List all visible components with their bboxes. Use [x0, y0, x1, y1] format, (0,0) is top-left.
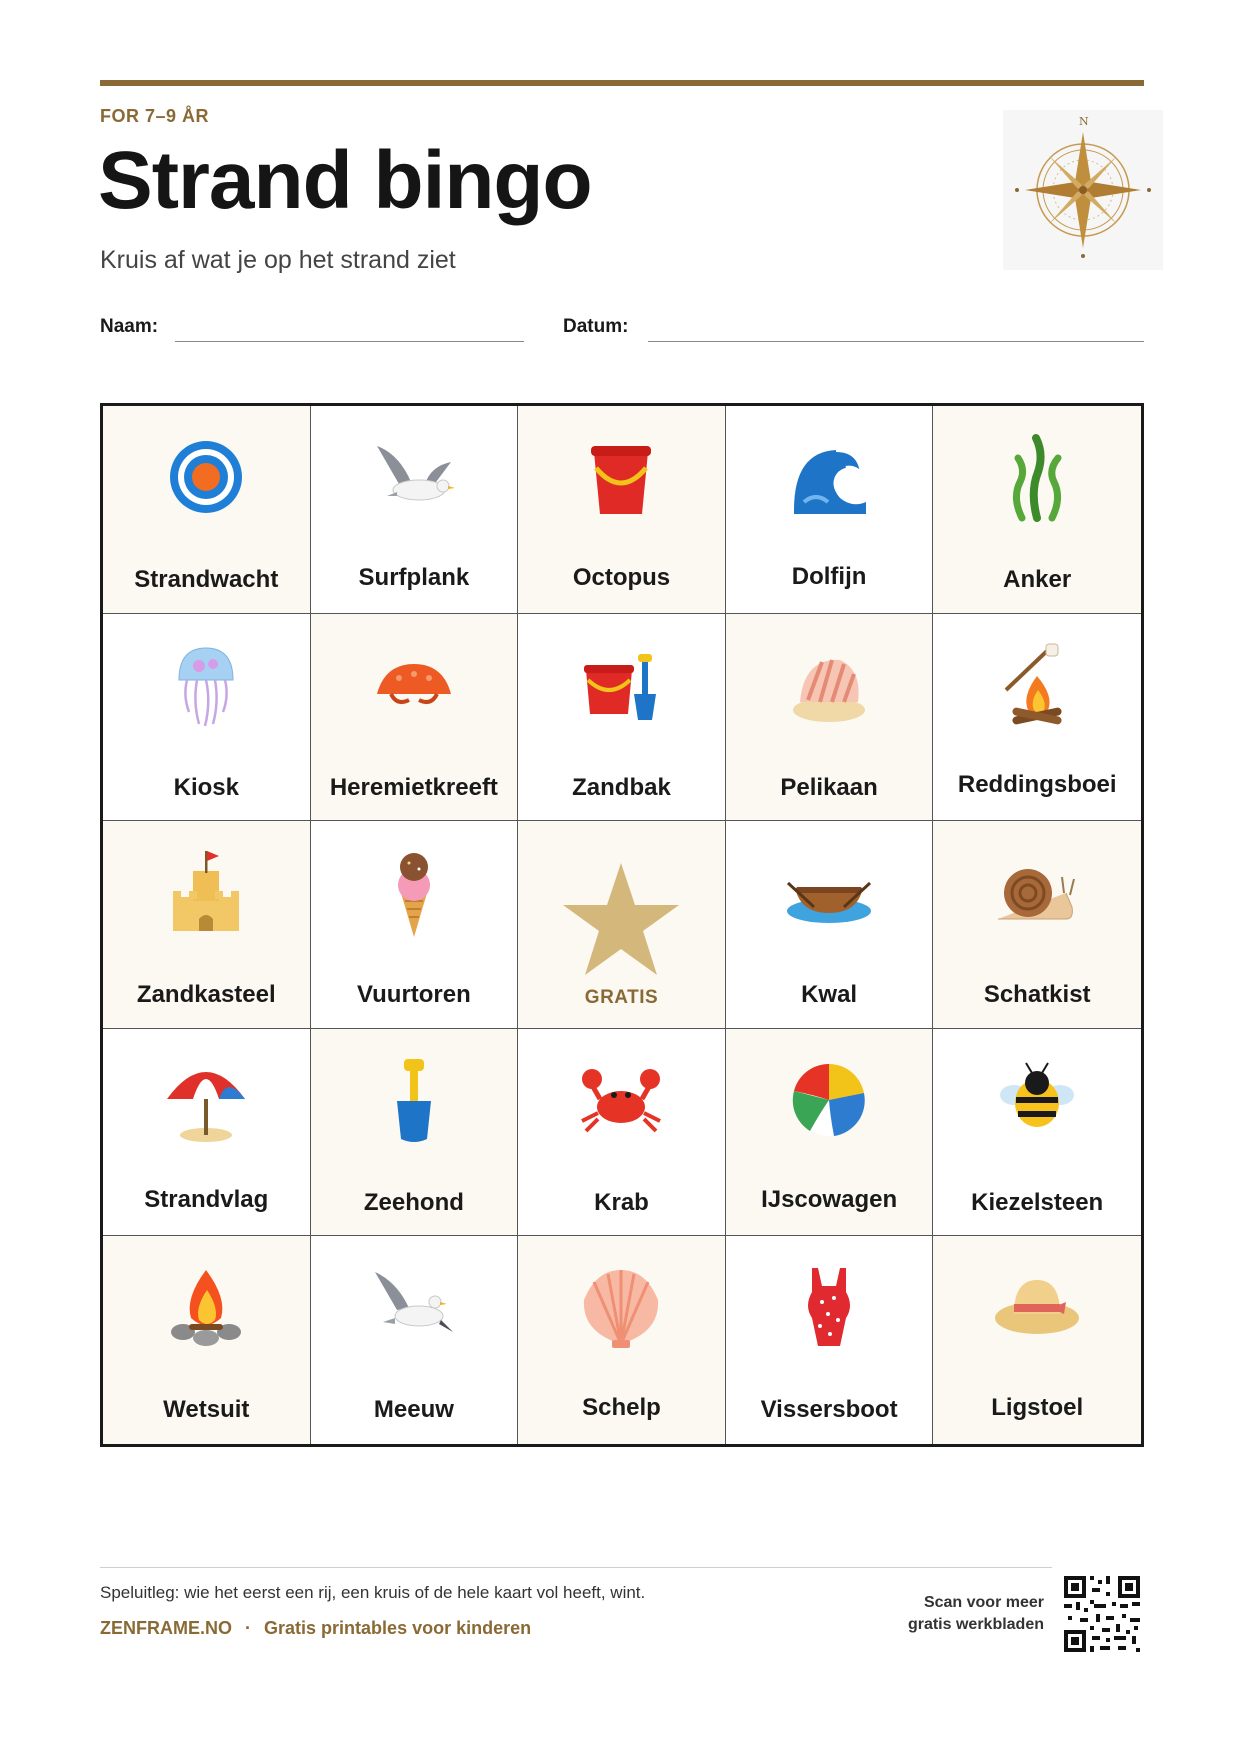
lifebuoy-icon — [161, 432, 251, 522]
cell-label: Vissersboot — [760, 1396, 898, 1424]
bingo-cell[interactable] — [933, 614, 1141, 822]
cell-label: Schelp — [582, 1394, 661, 1422]
campfire-marshmallow-icon — [992, 640, 1082, 730]
age-label: FOR 7–9 ÅR — [100, 106, 210, 126]
cell-label: Strandvlag — [144, 1185, 269, 1213]
bingo-cell[interactable] — [726, 406, 934, 614]
cell-label: Vuurtoren — [357, 981, 471, 1009]
sun-hat-icon — [992, 1262, 1082, 1352]
bingo-cell[interactable] — [518, 614, 726, 822]
cell-label: Octopus — [572, 564, 671, 591]
star-icon — [561, 859, 681, 979]
ice-cream-icon — [369, 847, 459, 937]
bingo-cell[interactable] — [311, 1236, 519, 1444]
seagull-icon — [369, 1262, 459, 1352]
crab-icon — [576, 1055, 666, 1145]
hermit-crab-icon — [369, 640, 459, 730]
brand-tagline: Gratis printables voor kinderen — [264, 1618, 532, 1638]
beach-umbrella-icon — [161, 1055, 251, 1145]
scan-text — [908, 1592, 1044, 1636]
bingo-cell[interactable] — [933, 821, 1141, 1029]
cell-label: Kiosk — [173, 773, 239, 801]
scan-line-2: gratis werkbladen — [907, 1616, 1044, 1633]
cell-label: Dolfijn — [791, 563, 867, 590]
brand-separator: · — [245, 1618, 252, 1638]
page-title: Strand bingo — [98, 135, 592, 226]
brand-line — [100, 1618, 531, 1639]
beach-ball-icon — [784, 1055, 874, 1145]
cell-label: Anker — [1003, 566, 1072, 593]
footer-divider — [100, 1567, 1052, 1568]
bingo-cell-free[interactable] — [518, 821, 726, 1029]
snail-icon — [992, 847, 1082, 937]
cell-label: Zandbak — [572, 773, 671, 801]
bingo-cell[interactable] — [933, 1236, 1141, 1444]
brand-link[interactable]: ZENFRAME.NO — [100, 1618, 232, 1638]
spade-icon — [369, 1055, 459, 1145]
bucket-icon — [576, 432, 666, 522]
bingo-cell[interactable] — [311, 821, 519, 1029]
header-rule — [100, 80, 1144, 86]
cell-label: Schatkist — [983, 981, 1091, 1009]
rowboat-icon — [784, 847, 874, 937]
cell-label: Krab — [594, 1188, 649, 1216]
svg-text:N: N — [1079, 115, 1089, 128]
compass-rose-icon — [1003, 110, 1163, 270]
bingo-cell[interactable] — [726, 614, 934, 822]
bingo-cell[interactable] — [726, 1029, 934, 1237]
bingo-cell[interactable] — [311, 1029, 519, 1237]
bingo-cell[interactable] — [933, 1029, 1141, 1237]
bingo-cell[interactable] — [103, 406, 311, 614]
bingo-cell[interactable] — [518, 406, 726, 614]
bingo-cell[interactable] — [103, 614, 311, 822]
game-rules: Speluitleg: wie het eerst een rij, een kruis of de hele kaart vol heeft, wint. — [100, 1583, 646, 1602]
swimsuit-icon — [784, 1262, 874, 1352]
bingo-cell[interactable] — [933, 406, 1141, 614]
cell-label: Heremietkreeft — [329, 773, 498, 801]
bingo-cell[interactable] — [726, 821, 934, 1029]
cell-label: Surfplank — [358, 564, 470, 591]
cell-label: Kiezelsteen — [971, 1188, 1104, 1216]
cell-label: IJscowagen — [761, 1185, 898, 1213]
bingo-cell[interactable] — [103, 1029, 311, 1237]
cell-label: Pelikaan — [780, 773, 878, 801]
cell-label: Wetsuit — [163, 1396, 250, 1424]
sandcastle-icon — [161, 847, 251, 937]
bingo-cell[interactable] — [311, 614, 519, 822]
scallop-shell-icon — [576, 1262, 666, 1352]
bucket-spade-icon — [576, 640, 666, 730]
bingo-grid — [100, 403, 1144, 1447]
name-label: Naam: — [100, 316, 159, 337]
free-space-label: GRATIS — [584, 987, 659, 1009]
wave-icon — [784, 432, 874, 522]
cell-label: Kwal — [801, 981, 858, 1009]
cell-label: Meeuw — [373, 1396, 454, 1424]
bingo-cell[interactable] — [311, 406, 519, 614]
date-label: Datum: — [563, 316, 629, 337]
cell-label: Zandkasteel — [136, 981, 276, 1009]
cell-label: Reddingsboei — [957, 770, 1117, 798]
bingo-cell[interactable] — [726, 1236, 934, 1444]
seagull-icon — [369, 432, 459, 522]
cell-label: Strandwacht — [134, 566, 279, 593]
bingo-cell[interactable] — [103, 821, 311, 1029]
cell-label: Ligstoel — [991, 1394, 1084, 1422]
campfire-icon — [161, 1262, 251, 1352]
bingo-cell[interactable] — [103, 1236, 311, 1444]
scan-line-1: Scan voor meer — [923, 1594, 1044, 1611]
cell-label: Zeehond — [363, 1188, 464, 1216]
page-subtitle: Kruis af wat je op het strand ziet — [100, 246, 456, 274]
qr-code-icon[interactable] — [1062, 1574, 1142, 1654]
shell-sand-icon — [784, 640, 874, 730]
bee-icon — [992, 1055, 1082, 1145]
name-field[interactable] — [175, 341, 524, 342]
seaweed-icon — [992, 432, 1082, 522]
date-field[interactable] — [648, 341, 1144, 342]
jellyfish-icon — [161, 640, 251, 730]
bingo-cell[interactable] — [518, 1029, 726, 1237]
bingo-cell[interactable] — [518, 1236, 726, 1444]
